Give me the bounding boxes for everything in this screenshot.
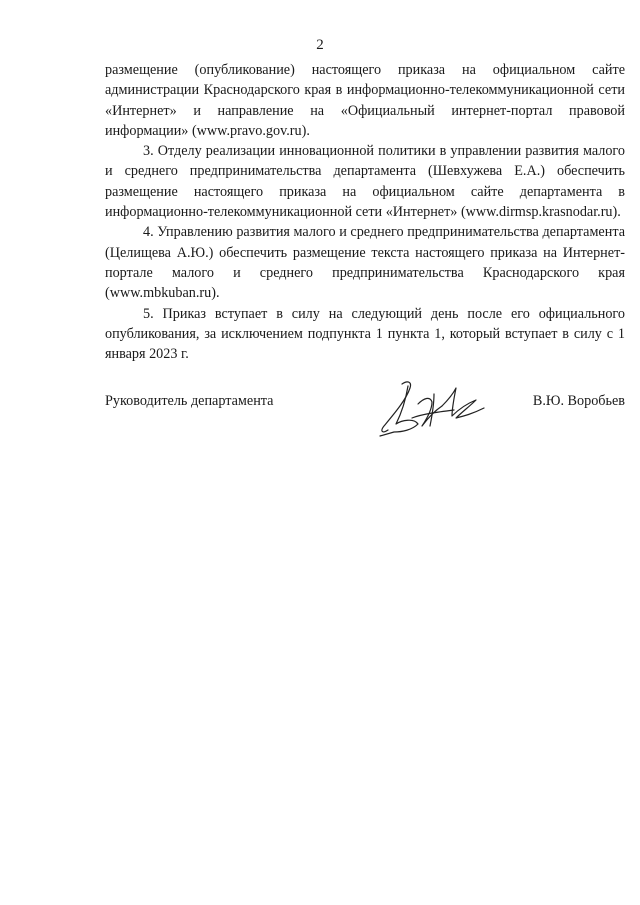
paragraph-item-5: 5. Приказ вступает в силу на следующий день после его официального опубликования, за исключением подпункта 1 пункта 1, который вступает в силу с 1 января 2023 г. bbox=[105, 305, 625, 363]
paragraph-continuation: размещение (опубликование) настоящего приказа на официальном сайте администрации Краснодарского края в информационно-телекоммуникационной сети «Интернет» и направление на «Официальный интернет-портал правовой информации» (www.pravo.gov.ru). bbox=[105, 62, 625, 139]
page-number: 2 bbox=[316, 37, 324, 53]
paragraph-item-3: 3. Отделу реализации инновационной политики в управлении развития малого и среднего предпринимательства департамента (Шевхужева Е.А.) обеспечить размещение настоящего приказа на официальном сайте департамента в информационно-телекоммуникационной сети «Интернет» (www.dirmsp.krasnodar.ru). bbox=[105, 143, 625, 221]
paragraph-item-4: 4. Управлению развития малого и среднего предпринимательства департамента (Целищева А.Ю.) обеспечить размещение текста настоящего приказа на Интернет-портале малого и среднего предпринимательства Краснодарского края (www.mbkuban.ru). bbox=[105, 224, 625, 302]
handwritten-signature bbox=[372, 374, 492, 440]
signatory-title: Руководитель департамента bbox=[105, 393, 274, 409]
signatory-name: В.Ю. Воробьев bbox=[532, 393, 625, 409]
document-body bbox=[105, 60, 625, 364]
